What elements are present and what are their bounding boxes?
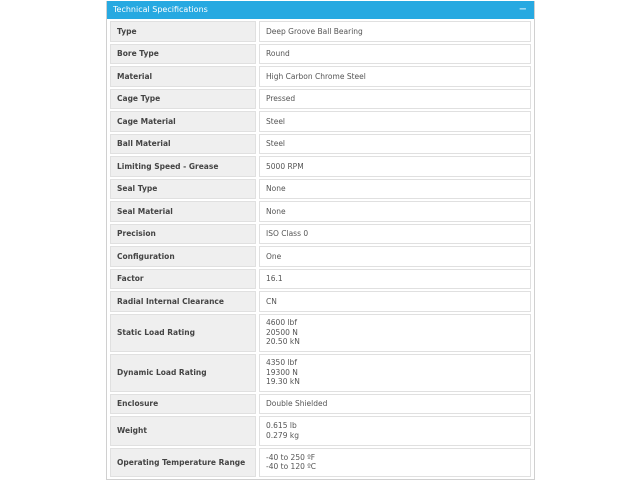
spec-value-line: 4350 lbf [266, 358, 297, 368]
spec-value [259, 201, 531, 222]
spec-value [259, 89, 531, 110]
spec-row [110, 156, 531, 177]
spec-value-line: Deep Groove Ball Bearing [266, 26, 363, 36]
spec-label: Bore Type [110, 44, 256, 65]
spec-value-line: -40 to 250 ºF [266, 452, 316, 462]
spec-value [259, 394, 531, 415]
spec-value-line: 16.1 [266, 274, 283, 283]
spec-value [259, 354, 531, 392]
spec-row [110, 354, 531, 392]
spec-value-line: 20.50 kN [266, 337, 300, 347]
spec-label: Limiting Speed - Grease [110, 156, 256, 177]
spec-label: Configuration [110, 246, 256, 267]
spec-value-line: ISO Class 0 [266, 229, 309, 238]
spec-value-line: None [266, 184, 286, 193]
spec-value [259, 291, 531, 312]
spec-label: Seal Material [110, 201, 256, 222]
spec-value-line: CN [266, 296, 277, 306]
spec-row [110, 201, 531, 222]
spec-value-line: Steel [266, 116, 286, 126]
spec-value [259, 246, 531, 267]
technical-specifications-panel [106, 1, 535, 480]
spec-row [110, 394, 531, 415]
spec-value-line: 19300 N [266, 367, 298, 377]
spec-value-line: One [266, 251, 282, 261]
spec-row [110, 134, 531, 155]
spec-row [110, 66, 531, 87]
spec-label: Enclosure [110, 394, 256, 415]
spec-value-line: Round [266, 49, 290, 58]
spec-label: Seal Type [110, 179, 256, 200]
spec-row [110, 179, 531, 200]
spec-value-line: Double Shielded [266, 399, 328, 408]
spec-table [110, 21, 531, 479]
spec-value [259, 44, 531, 65]
spec-value [259, 21, 531, 42]
spec-value-line: Pressed [266, 94, 296, 103]
spec-value-line: 0.279 kg [266, 430, 299, 440]
spec-value-line: 0.615 lb [266, 421, 297, 431]
spec-label: Material [110, 66, 256, 87]
spec-row [110, 448, 531, 478]
spec-value [259, 179, 531, 200]
spec-value [259, 416, 531, 446]
spec-label: Operating Temperature Range [110, 448, 256, 478]
panel-header[interactable] [107, 1, 534, 19]
spec-row [110, 269, 531, 290]
spec-row [110, 314, 531, 352]
spec-value-line: Steel [266, 139, 286, 148]
spec-row [110, 89, 531, 110]
spec-row [110, 224, 531, 245]
spec-label: Type [110, 21, 256, 42]
panel-title: Technical Specifications [113, 5, 208, 14]
spec-row [110, 111, 531, 132]
spec-value [259, 448, 531, 478]
collapse-icon[interactable]: − [518, 4, 527, 15]
spec-value-line: 5000 RPM [266, 161, 304, 171]
spec-value [259, 269, 531, 290]
spec-label: Weight [110, 416, 256, 446]
spec-value [259, 111, 531, 132]
spec-label: Cage Material [110, 111, 256, 132]
spec-label: Factor [110, 269, 256, 290]
spec-row [110, 416, 531, 446]
spec-row [110, 246, 531, 267]
spec-value [259, 314, 531, 352]
spec-row [110, 44, 531, 65]
spec-value [259, 66, 531, 87]
spec-label: Dynamic Load Rating [110, 354, 256, 392]
spec-row [110, 291, 531, 312]
spec-value-line: 19.30 kN [266, 377, 300, 387]
spec-label: Precision [110, 224, 256, 245]
spec-value [259, 134, 531, 155]
spec-row [110, 21, 531, 42]
spec-label: Cage Type [110, 89, 256, 110]
spec-value-line: -40 to 120 ºC [266, 462, 317, 472]
spec-value [259, 224, 531, 245]
spec-value-line: 20500 N [266, 327, 298, 337]
spec-value-line: High Carbon Chrome Steel [266, 71, 366, 81]
spec-label: Radial Internal Clearance [110, 291, 256, 312]
spec-value [259, 156, 531, 177]
spec-label: Ball Material [110, 134, 256, 155]
spec-value-line: None [266, 206, 286, 216]
spec-label: Static Load Rating [110, 314, 256, 352]
spec-value-line: 4600 lbf [266, 318, 297, 328]
